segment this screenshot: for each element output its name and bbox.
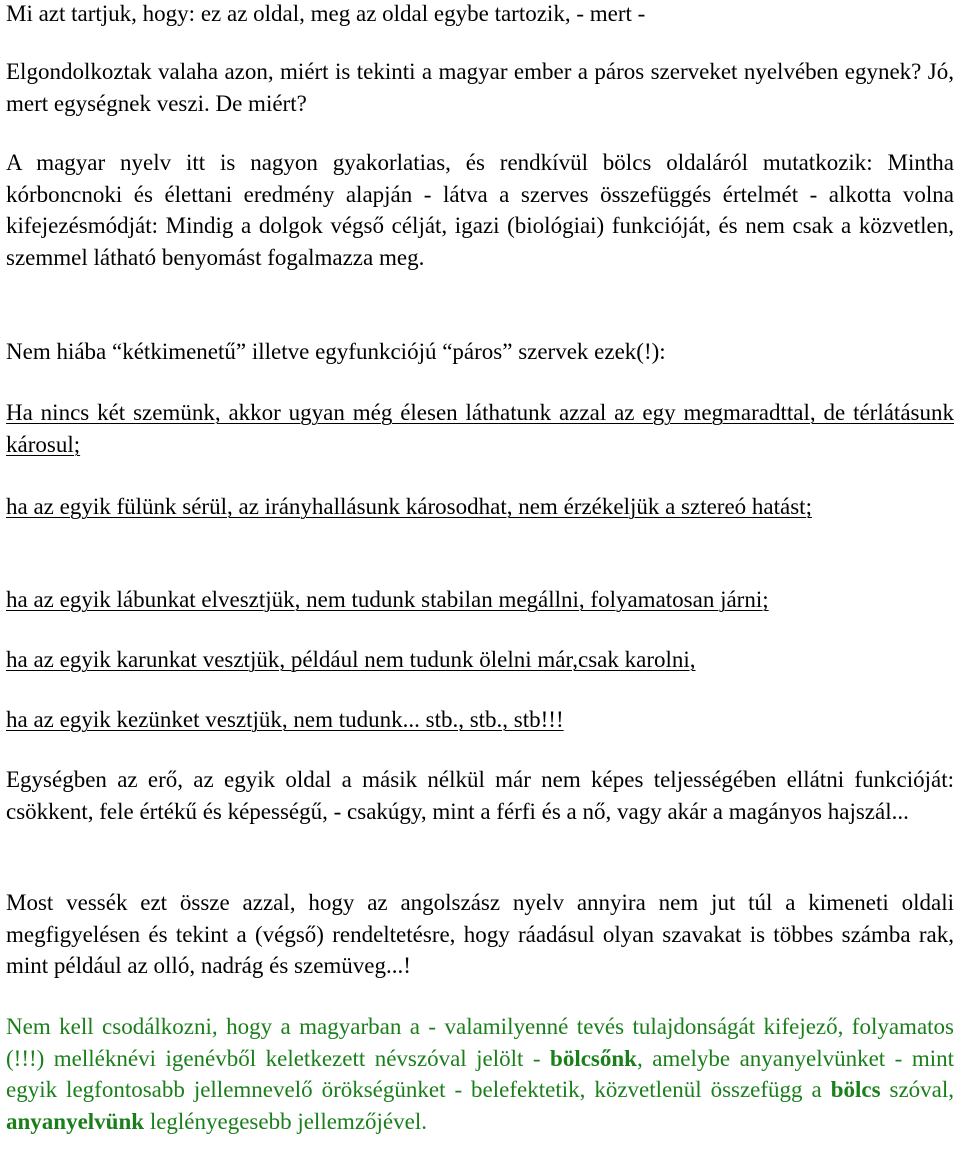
mother-tongue-bold-word: anyanyelvünk	[6, 1108, 145, 1134]
paired-organs-heading: Nem hiába “kétkimenetű” illetve egyfunkciójú “páros” szervek ezek(!):	[6, 339, 666, 364]
cradle-text-part1: Nem kell csodálkozni, hogy a magyarban a - valamilyenné tevés tulajdonságát kifejező, folyamatos (!!!) melléknévi igenévből keletkezett névszóval jelölt -	[6, 1014, 954, 1071]
language-paragraph: A magyar nyelv itt is nagyon gyakorlatias, és rendkívül bölcs oldaláról mutatkozik: Mintha kórboncnoki és élettani eredmény alapján - látva a szerves összefüggés értelmét - alkotta volna kifejezésmódját: Mindig a dolgok végső célját, igazi (biológiai) funkcióját, és nem csak a közvetlen, szemmel látható benyomást fogalmazza meg.	[6, 150, 954, 270]
example-legs: ha az egyik lábunkat elvesztjük, nem tudunk stabilan megállni, folyamatosan járni;	[6, 587, 769, 612]
anglo-saxon-paragraph: Most vessék ezt össze azzal, hogy az angolszász nyelv annyira nem jut túl a kimeneti oldali megfigyelésen és tekint a (végső) rendeltetésre, hogy ráadásul olyan szavakat is többes számba rak, mint például az olló, nadrág és szemüveg...!	[6, 890, 954, 978]
example-arms: ha az egyik karunkat vesztjük, például nem tudunk ölelni már,csak karolni,	[6, 647, 696, 672]
wise-bold-word: bölcs	[830, 1077, 881, 1102]
example-hands: ha az egyik kezünket vesztjük, nem tudunk... stb., stb., stb!!!	[6, 707, 564, 732]
cradle-text-part3: szóval,	[880, 1077, 954, 1102]
example-ears: ha az egyik fülünk sérül, az irányhallásunk károsodhat, nem érzékeljük a sztereó hatást;	[6, 494, 812, 519]
unity-paragraph: Egységben az erő, az egyik oldal a másik nélkül már nem képes teljességében ellátni funkcióját: csökkent, fele értékű és képességű, - csakúgy, mint a férfi és a nő, vagy akár a magányos hajszál...	[6, 767, 954, 824]
example-eyes: Ha nincs két szemünk, akkor ugyan még élesen láthatunk azzal az egy megmaradttal, de térlátásunk károsul;	[6, 400, 954, 457]
cradle-text-part2: , amelybe anyanyelvünket - mint egyik legfontosabb jellemnevelő örökségünket - belefektetik, közvetlenül összefügg a	[6, 1045, 954, 1102]
cradle-paragraph	[6, 1011, 954, 1137]
cradle-bold-word: bölcsőnk	[550, 1045, 637, 1071]
cradle-text-part4: leglényegesebb jellemzőjével.	[144, 1108, 427, 1134]
intro-line: Mi azt tartjuk, hogy: ez az oldal, meg az oldal egybe tartozik, - mert -	[6, 1, 646, 26]
question-paragraph: Elgondolkoztak valaha azon, miért is tekinti a magyar ember a páros szerveket nyelvében egynek? Jó, mert egységnek veszi. De miért?	[6, 59, 954, 116]
